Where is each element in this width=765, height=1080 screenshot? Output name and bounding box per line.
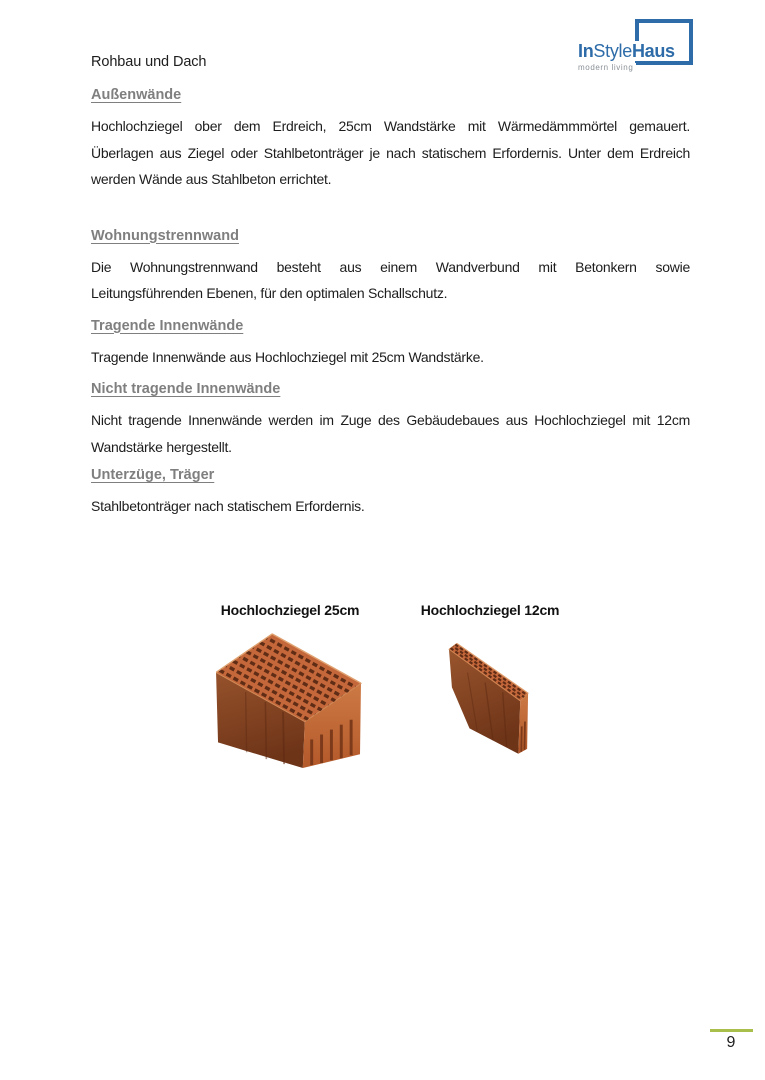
- footer-accent-rule: [710, 1029, 753, 1032]
- page-title: Rohbau und Dach: [91, 54, 207, 70]
- document-body: [91, 86, 690, 530]
- figure-row: [0, 601, 765, 781]
- section-paragraph: [91, 344, 690, 371]
- paragraph-line: werden Wände aus Stahlbeton errichtet.: [91, 171, 332, 187]
- section-tragende-innenwaende: [91, 317, 690, 371]
- paragraph-line: Wandstärke hergestellt.: [91, 438, 232, 455]
- section-unterzuege-traeger: [91, 466, 690, 520]
- paragraph-line: Tragende Innenwände aus Hochlochziegel mit 25cm Wandstärke.: [91, 348, 484, 365]
- section-wohnungstrennwand: [91, 227, 690, 307]
- brick-25cm-image: [216, 631, 364, 771]
- figure-caption: Hochlochziegel 12cm: [420, 602, 560, 618]
- paragraph-line: Stahlbetonträger nach statischem Erfordernis.: [91, 498, 365, 514]
- section-heading: Unterzüge, Träger: [91, 467, 215, 483]
- logo-word-haus: Haus: [631, 41, 675, 61]
- section-heading: Außenwände: [91, 87, 182, 103]
- paragraph-line: Nicht tragende Innenwände werden im Zuge des Gebäudebaues aus Hochlochziegel mit 12cm: [91, 412, 690, 428]
- section-heading: Tragende Innenwände: [91, 317, 244, 334]
- section-heading: Wohnungstrennwand: [91, 227, 239, 244]
- page-number: 9: [726, 1034, 736, 1051]
- section-paragraph: [91, 407, 690, 460]
- company-logo: [576, 15, 696, 71]
- logo-wordmark: [576, 41, 678, 61]
- paragraph-line: Hochlochziegel ober dem Erdreich, 25cm Wandstärke mit Wärmedämmmörtel gemauert.: [91, 118, 690, 134]
- paragraph-line: Überlagen aus Ziegel oder Stahlbetonträger je nach statischem Erfordernis. Unter dem Erdreich: [91, 144, 690, 161]
- figure-hochlochziegel-25cm: [200, 601, 380, 771]
- logo-word-in: In: [578, 41, 594, 61]
- figure-hochlochziegel-12cm: [400, 601, 580, 757]
- paragraph-line: Leitungsführenden Ebenen, für den optimalen Schallschutz.: [91, 285, 448, 301]
- paragraph-line: Die Wohnungstrennwand besteht aus einem Wandverbund mit Betonkern sowie: [91, 258, 690, 275]
- section-paragraph: [91, 254, 690, 307]
- section-heading: Nicht tragende Innenwände: [91, 381, 281, 397]
- logo-word-style: Style: [593, 41, 632, 61]
- figure-caption: Hochlochziegel 25cm: [220, 602, 360, 618]
- logo-tagline: modern living: [578, 63, 636, 72]
- brick-12cm-image: [448, 643, 532, 757]
- section-paragraph: [91, 113, 690, 193]
- section-paragraph: [91, 493, 690, 520]
- section-nicht-tragende-innenwaende: [91, 380, 690, 460]
- section-aussenwaende: [91, 86, 690, 193]
